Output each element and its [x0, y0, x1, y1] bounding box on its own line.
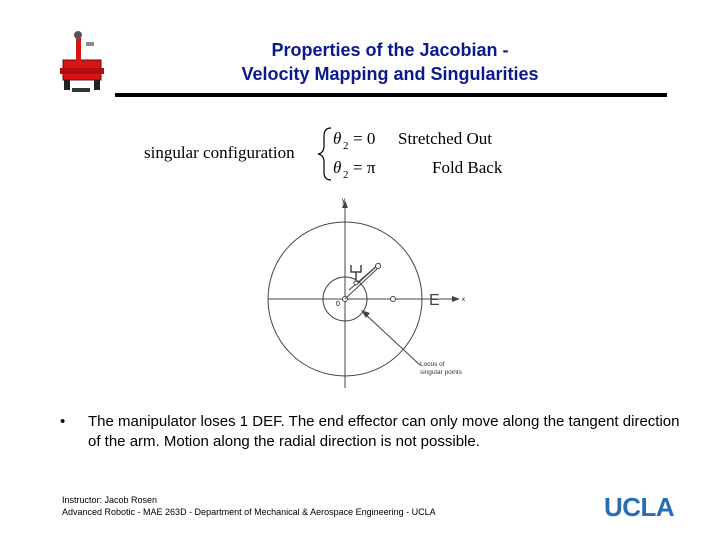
- callout-line: [364, 313, 420, 365]
- footer-course: Advanced Robotic - MAE 263D - Department of Mechanical & Aerospace Engineering - UCLA: [62, 507, 436, 517]
- y-axis-label: y: [342, 198, 345, 204]
- bullet-marker: •: [60, 413, 66, 430]
- case1-subscript: 2: [343, 140, 349, 152]
- title-line-2: Velocity Mapping and Singularities: [241, 64, 539, 84]
- origin-label: 0: [336, 301, 340, 308]
- end-effector-label: E: [429, 292, 440, 309]
- folded-joint: [376, 264, 381, 269]
- x-axis-arrow: [452, 296, 460, 302]
- folded-end: [354, 281, 358, 285]
- ucla-logo: UCLA: [604, 492, 675, 522]
- bullet-text: The manipulator loses 1 DEF. The end effector can only move along the tangent direction of the arm. Motion along the radial direction is not possible.: [88, 413, 680, 450]
- formula-lhs: singular configuration: [144, 143, 295, 162]
- x-axis-label: x: [462, 297, 465, 303]
- case2-theta: θ: [333, 158, 342, 177]
- joint-2: [391, 297, 396, 302]
- case1-theta: θ: [333, 129, 342, 148]
- gripper-icon: [351, 265, 361, 280]
- case2-label: Fold Back: [432, 158, 503, 177]
- case2-subscript: 2: [343, 169, 349, 181]
- case2-eq: = π: [353, 158, 376, 177]
- title-line-1: Properties of the Jacobian -: [271, 40, 509, 60]
- callout-text-1: Locus of: [420, 361, 445, 368]
- folded-link-return: [356, 265, 378, 285]
- footer: [62, 494, 436, 518]
- footer-instructor: Instructor: Jacob Rosen: [62, 495, 158, 505]
- callout-text-2: singular points: [420, 369, 462, 376]
- case1-eq: = 0: [353, 129, 376, 148]
- case1-label: Stretched Out: [398, 129, 492, 148]
